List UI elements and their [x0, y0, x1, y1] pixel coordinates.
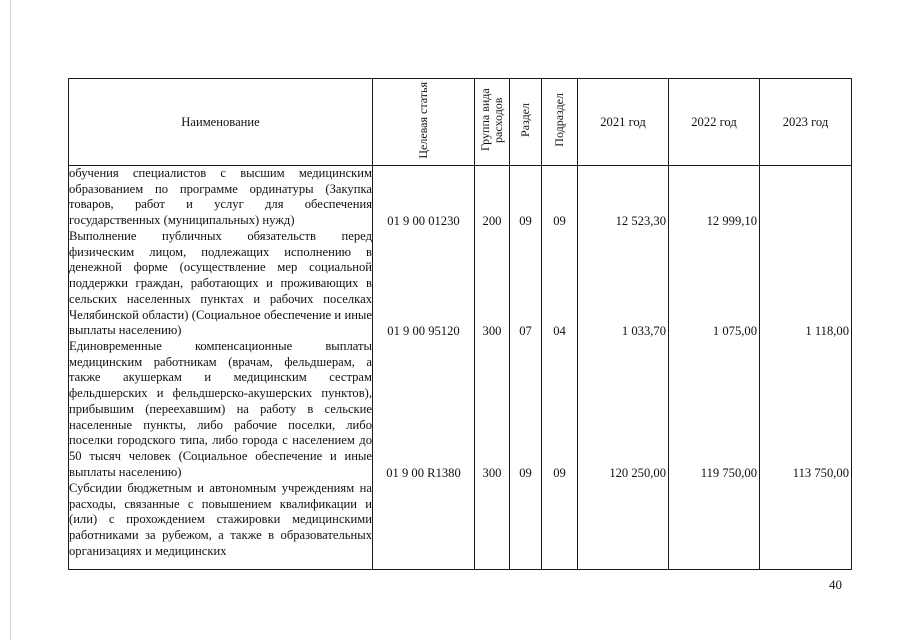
table-body-row — [69, 166, 852, 570]
row-3-2023: 113 750,00 — [792, 466, 849, 480]
year-2023-column — [760, 166, 852, 570]
page-number: 40 — [829, 577, 842, 592]
row-name-3: Единовременные компенсационные выплаты медицинским работникам (врачам, фельдшерам, а также акушеркам и медицинским сестрам фельдшерских и фельдшерско-акушерских пунктов), прибывшим (переехавшим) на работу в сельские населенные пункты, либо рабочие поселки, либо поселки городского типа, либо города с населением до 50 тысяч человек (Социальное обеспечение и иные выплаты населению) — [69, 339, 372, 479]
section-column — [510, 166, 542, 570]
row-1-target: 01 9 00 01230 — [387, 214, 460, 228]
row-1-subsection: 09 — [553, 214, 566, 228]
row-name-4: Субсидии бюджетным и автономным учреждениям на расходы, связанные с повышением квалификации и (или) с прохождением стажировки медицинскими работниками за рубежом, а также в образовательных организациях и медицинских — [69, 481, 372, 558]
header-year-2023: 2023 год — [760, 79, 852, 166]
year-2022-column — [669, 166, 760, 570]
row-1-2022: 12 999,10 — [706, 214, 757, 228]
row-2-target: 01 9 00 95120 — [387, 324, 460, 338]
header-year-2021: 2021 год — [578, 79, 669, 166]
row-2-section: 07 — [519, 324, 532, 338]
row-2-group: 300 — [482, 324, 502, 338]
header-year-2022: 2022 год — [669, 79, 760, 166]
row-1-2021: 12 523,30 — [615, 214, 666, 228]
table-header-row — [69, 79, 852, 166]
row-2-2022: 1 075,00 — [712, 324, 757, 338]
row-3-target: 01 9 00 R1380 — [386, 466, 461, 480]
row-3-subsection: 09 — [553, 466, 566, 480]
row-1-group: 200 — [482, 214, 502, 228]
row-2-subsection: 04 — [553, 324, 566, 338]
header-name: Наименование — [69, 79, 373, 166]
budget-table — [68, 78, 852, 570]
row-3-2021: 120 250,00 — [609, 466, 666, 480]
header-section: Раздел — [510, 79, 542, 166]
target-article-column — [373, 166, 475, 570]
header-expense-group: Группа вида расходов — [475, 79, 510, 166]
row-2-2023: 1 118,00 — [805, 324, 849, 338]
year-2021-column — [578, 166, 669, 570]
row-name-1: обучения специалистов с высшим медицинским образованием по программе ординатуры (Закупка товаров, работ и услуг для обеспечения государственных (муниципальных) нужд) — [69, 166, 372, 228]
row-name-2: Выполнение публичных обязательств перед физическим лицом, подлежащих исполнению в денежной форме (осуществление мер социальной поддержки граждан, работающих и проживающих в сельских населенных пунктах и рабочих поселках Челябинской области) (Социальное обеспечение и иные выплаты населению) — [69, 229, 372, 338]
row-1-section: 09 — [519, 214, 532, 228]
scan-edge-line — [10, 0, 11, 640]
row-2-2021: 1 033,70 — [621, 324, 666, 338]
header-subsection: Подраздел — [542, 79, 578, 166]
name-column — [69, 166, 373, 570]
subsection-column — [542, 166, 578, 570]
row-3-section: 09 — [519, 466, 532, 480]
row-3-group: 300 — [482, 466, 502, 480]
expense-group-column — [475, 166, 510, 570]
row-3-2022: 119 750,00 — [700, 466, 757, 480]
header-target-article: Целевая статья — [373, 79, 475, 166]
